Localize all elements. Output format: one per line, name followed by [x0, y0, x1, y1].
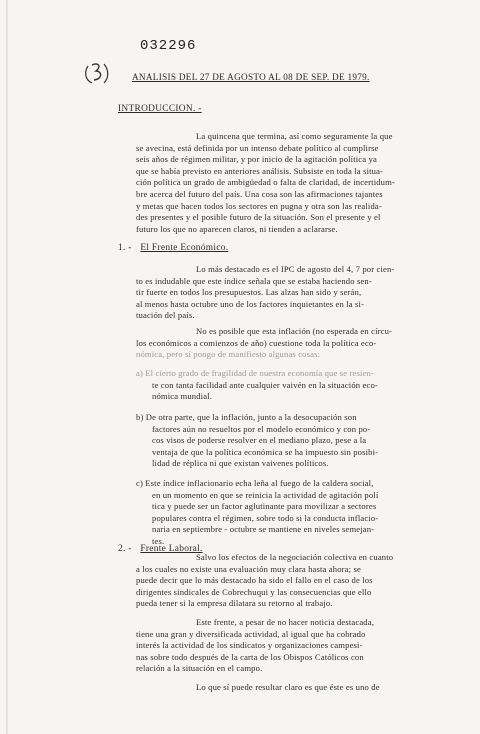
text-line: ción política un grado de ambigüedad o falta de claridad, de incertidum- — [136, 177, 395, 188]
report-title: ANALISIS DEL 27 DE AGOSTO AL 08 DE SEP. DE 1979. — [132, 72, 370, 82]
section-number: 1. - — [118, 243, 132, 253]
text-line: nómica mundial. — [152, 391, 213, 402]
text-line: en un momento en que se reinicia la actividad de agitación polí — [152, 489, 379, 500]
text-line: Lo que sí puede resultar claro es que éste es uno de — [196, 682, 380, 692]
text-line: relación a la situación en el campo. — [136, 663, 263, 674]
section-2-paragraph-1 — [136, 552, 458, 610]
text-line: to es indudable que este índice señala que se estaba haciendo sen- — [136, 275, 372, 286]
text-line: nómica, pero sí pongo de manifiesto algunas cosas: — [136, 349, 321, 360]
text-line: La quincena que termina, así como seguramente la que — [196, 131, 393, 141]
section-title: El Frente Económico. — [140, 243, 229, 253]
text-line: puede decir que lo más destacado ha sido el fallo en el caso de los — [136, 575, 373, 586]
section-1-item-a — [136, 368, 458, 403]
document-number: 032296 — [140, 38, 197, 54]
text-line: pueda tener si la empresa dilatara su retorno al trabajo. — [136, 598, 333, 609]
section-1-heading — [118, 243, 228, 253]
text-line: naria en septiembre - octubre se mantiene en niveles semejan- — [152, 524, 375, 535]
text-line: ventaja de que la política económica se ha impuesto sin posibi- — [152, 446, 379, 457]
text-line: dirigentes sindicales de Cobrechuqui y las consecuencias que ello — [136, 586, 372, 597]
text-line: al menos hasta octubre uno de los factores inquietantes en la si- — [136, 298, 365, 309]
text-line: y metas que hacen todos los sectores en pugna y otra son las realida- — [136, 200, 382, 211]
text-line: interés la actividad de los sindicatos y organizaciones campesi- — [136, 640, 363, 651]
text-line: tuación del país. — [136, 310, 195, 321]
text-line: lidad de réplica ni que existan vaivenes políticos. — [152, 458, 329, 469]
text-line: a) El cierto grado de fragilidad de nuestra economía que se resien- — [136, 368, 374, 378]
text-line: te con tanta facilidad ante cualquier vaivén en la situación eco- — [152, 379, 378, 390]
text-line: populares contra el régimen, sobre todo si la conducta inflacio- — [152, 512, 379, 523]
section-number: 2. - — [118, 544, 132, 554]
text-line: se avecina, está definida por un intenso debate político al cumplirse — [136, 142, 379, 153]
section-2-paragraph-3 — [136, 682, 458, 694]
text-line: c) Este índice inflacionario echa leña al fuego de la caldera social, — [136, 478, 374, 488]
section-1-item-c — [136, 478, 458, 548]
text-line: a los cuales no existe una evaluación muy clara hasta ahora; se — [136, 563, 361, 574]
text-line: seis años de régimen militar, y por inicio de la agitación política ya — [136, 154, 377, 165]
text-line: Salvo los efectos de la negociación colectiva en cuanto — [196, 552, 394, 562]
text-line: nas sobre todo después de la carta de los Obispos Católicos con — [136, 651, 364, 662]
text-line: No es posible que esta inflación (no esperada en círcu- — [196, 326, 393, 336]
section-1-paragraph-2 — [136, 326, 458, 361]
section-1-paragraph-1 — [136, 264, 458, 322]
introduction-paragraph — [136, 131, 458, 235]
text-line: tes. — [152, 535, 165, 546]
section-2-paragraph-2 — [136, 617, 458, 675]
text-line: factores aún no resueltos por el modelo económico y con po- — [152, 423, 371, 434]
text-line: b) De otra parte, que la inflación, junto a la desocupación son — [136, 412, 357, 422]
introduction-heading: INTRODUCCION. - — [118, 104, 202, 114]
section-title: Frente Laboral. — [140, 544, 203, 554]
text-line: los económicos a comienzos de año) cuestione toda la política eco- — [136, 337, 377, 348]
text-line: tica y puede ser un factor aglutinante para movilizar a sectores — [152, 501, 377, 512]
text-line: tir fuerte en todos los presupuestos. Las alzas han sido y serán, — [136, 287, 362, 298]
text-line: futuro los que no aparecen claros, ni tienden a aclararse. — [136, 223, 338, 234]
text-line: Lo más destacado es el IPC de agosto del 4, 7 por cien- — [196, 264, 395, 274]
text-line: tiene una gran y diversificada actividad, al igual que ha cobrado — [136, 628, 366, 639]
handwritten-annotation — [82, 58, 112, 86]
page-edge-shadow — [6, 0, 8, 734]
text-line: bre acerca del futuro del país. Una cosa son las afirmaciones tajantes — [136, 188, 383, 199]
section-1-item-b — [136, 412, 458, 470]
text-line: des presentes y el posible futuro de la situación. Son el presente y el — [136, 212, 381, 223]
text-line: Este frente, a pesar de no hacer noticia destacada, — [196, 617, 375, 627]
text-line: que se había previsto en anteriores análisis. Subsiste en toda la situa- — [136, 165, 384, 176]
text-line: cos visos de poderse resolver en el mediano plazo, pese a la — [152, 435, 367, 446]
